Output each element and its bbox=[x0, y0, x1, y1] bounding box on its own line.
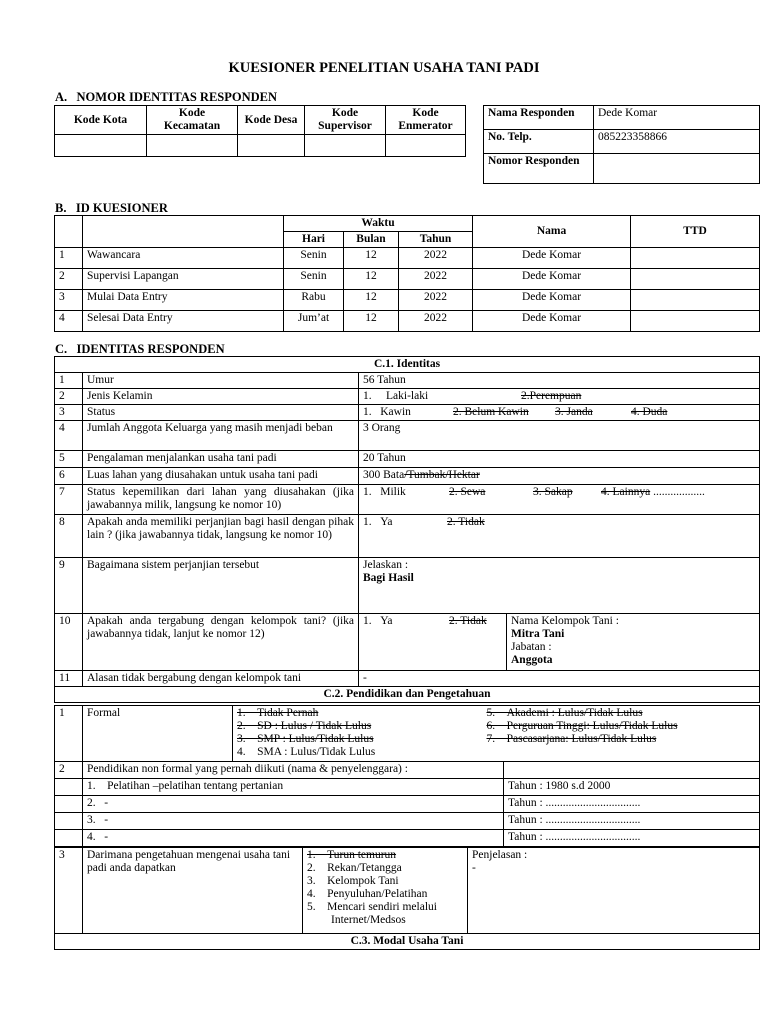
kode-desa-cell[interactable] bbox=[238, 135, 305, 157]
option-belum-kawin[interactable]: 2. Belum Kawin bbox=[453, 406, 529, 418]
umur-label: Umur bbox=[83, 373, 359, 389]
pendidikan-nonformal-table bbox=[54, 761, 760, 847]
option-pascasarjana[interactable]: 7. Pascasarjana: Lulus/Tidak Lulus bbox=[486, 733, 657, 745]
row-bulan[interactable]: 12 bbox=[344, 311, 399, 332]
q-no: 4 bbox=[55, 421, 83, 451]
table-row bbox=[55, 421, 760, 451]
pengalaman-value[interactable]: 20 Tahun bbox=[359, 451, 760, 468]
nonformal-item[interactable]: 2. - bbox=[83, 796, 504, 813]
nonformal-item[interactable]: 4. - bbox=[83, 830, 504, 847]
table-row bbox=[55, 248, 760, 269]
row-tahun[interactable]: 2022 bbox=[399, 269, 473, 290]
nonformal-tahun[interactable]: Tahun : ................................. bbox=[504, 830, 760, 847]
tahun-header: Tahun bbox=[399, 232, 473, 248]
nonformal-tahun[interactable]: Tahun : ................................. bbox=[504, 813, 760, 830]
row-nama[interactable]: Dede Komar bbox=[473, 311, 631, 332]
luas-lahan-label: Luas lahan yang diusahakan untuk usaha tani padi bbox=[83, 468, 359, 485]
row-no: 4 bbox=[55, 311, 83, 332]
kode-kecamatan-cell[interactable] bbox=[147, 135, 238, 157]
row-kegiatan: Wawancara bbox=[83, 248, 284, 269]
option-turun-temurun[interactable]: 1. Turun temurun bbox=[307, 849, 397, 861]
responden-info-table bbox=[483, 105, 760, 184]
section-b-heading: B. ID KUESIONER bbox=[55, 201, 168, 215]
option-lainnya[interactable]: 4. Lainnya bbox=[601, 486, 651, 498]
option-tidak[interactable]: 2. Tidak bbox=[447, 516, 485, 528]
pengalaman-label: Pengalaman menjalankan usaha tani padi bbox=[83, 451, 359, 468]
id-kuesioner-table bbox=[54, 215, 760, 332]
no-header bbox=[55, 216, 83, 248]
option-sd[interactable]: 2. SD : Lulus / Tidak Lulus bbox=[237, 720, 372, 732]
row-nama[interactable]: Dede Komar bbox=[473, 290, 631, 311]
row-ttd[interactable] bbox=[631, 311, 760, 332]
jenis-kelamin-label: Jenis Kelamin bbox=[83, 389, 359, 405]
q-no: 7 bbox=[55, 485, 83, 515]
status-label: Status bbox=[83, 405, 359, 421]
row-tahun[interactable]: 2022 bbox=[399, 311, 473, 332]
nama-header: Nama bbox=[473, 216, 631, 248]
hari-header: Hari bbox=[284, 232, 344, 248]
row-hari[interactable]: Rabu bbox=[284, 290, 344, 311]
option-mencari-sendiri[interactable]: 5. Mencari sendiri melalui bbox=[307, 901, 437, 913]
option-kawin[interactable]: 1. Kawin bbox=[363, 406, 411, 418]
option-mencari-sendiri-cont: Internet/Medsos bbox=[331, 914, 406, 926]
nomor-responden-value[interactable] bbox=[594, 154, 760, 184]
option-perempuan[interactable]: 2.Perempuan bbox=[521, 390, 582, 402]
jumlah-anggota-label: Jumlah Anggota Keluarga yang masih menjadi beban bbox=[83, 421, 359, 451]
jumlah-anggota-value[interactable]: 3 Orang bbox=[359, 421, 760, 451]
telp-label: No. Telp. bbox=[484, 130, 594, 154]
nama-responden-label: Nama Responden bbox=[484, 106, 594, 130]
kegiatan-header bbox=[83, 216, 284, 248]
kode-enumerator-header: Kode Enmerator bbox=[386, 106, 466, 135]
kode-supervisor-cell[interactable] bbox=[305, 135, 386, 157]
kode-kota-cell[interactable] bbox=[55, 135, 147, 157]
option-milik[interactable]: 1. Milik bbox=[363, 486, 406, 498]
row-nama[interactable]: Dede Komar bbox=[473, 269, 631, 290]
modal-usaha-table bbox=[54, 933, 760, 950]
table-row bbox=[55, 269, 760, 290]
q-no: 1 bbox=[55, 706, 83, 762]
page-title: KUESIONER PENELITIAN USAHA TANI PADI bbox=[228, 60, 540, 76]
row-bulan[interactable]: 12 bbox=[344, 269, 399, 290]
section-a-heading: A. NOMOR IDENTITAS RESPONDEN bbox=[55, 90, 278, 104]
row-no: 1 bbox=[55, 248, 83, 269]
row-kegiatan: Mulai Data Entry bbox=[83, 290, 284, 311]
option-rekan-tetangga[interactable]: 2. Rekan/Tetangga bbox=[307, 862, 402, 874]
q-no: 10 bbox=[55, 614, 83, 671]
q-no: 11 bbox=[55, 671, 83, 687]
umur-value[interactable]: 56 Tahun bbox=[359, 373, 760, 389]
row-tahun[interactable]: 2022 bbox=[399, 248, 473, 269]
row-hari[interactable]: Senin bbox=[284, 248, 344, 269]
ttd-header: TTD bbox=[631, 216, 760, 248]
option-sewa[interactable]: 2. Sewa bbox=[449, 486, 486, 498]
waktu-header: Waktu bbox=[284, 216, 473, 232]
penjelasan-value[interactable]: - bbox=[472, 862, 476, 874]
nonformal-item[interactable]: 1. Pelatihan –pelatihan tentang pertanian bbox=[83, 779, 504, 796]
option-penyuluhan[interactable]: 4. Penyuluhan/Pelatihan bbox=[307, 888, 428, 900]
telp-value[interactable]: 085223358866 bbox=[594, 130, 760, 154]
table-row bbox=[55, 671, 760, 687]
option-laki-laki[interactable]: 1. Laki-laki bbox=[363, 390, 429, 402]
option-tidak[interactable]: 2. Tidak bbox=[449, 615, 487, 627]
q-no: 6 bbox=[55, 468, 83, 485]
q-no: 9 bbox=[55, 558, 83, 614]
table-row bbox=[55, 311, 760, 332]
q-no: 8 bbox=[55, 515, 83, 558]
nonformal-label: Pendidikan non formal yang pernah diikuti (nama & penyelenggara) : bbox=[83, 762, 504, 779]
table-row bbox=[55, 485, 760, 515]
lainnya-dots: .................. bbox=[650, 486, 705, 498]
c1-heading: C.1. Identitas bbox=[55, 357, 760, 373]
c3-heading: C.3. Modal Usaha Tani bbox=[55, 934, 760, 950]
kode-desa-header: Kode Desa bbox=[238, 106, 305, 135]
luas-lahan-struck-units: /Tumbak/Hektar bbox=[404, 469, 480, 481]
table-row bbox=[55, 706, 760, 762]
row-ttd[interactable] bbox=[631, 248, 760, 269]
table-row bbox=[55, 813, 760, 830]
option-duda[interactable]: 4. Duda bbox=[631, 406, 668, 418]
table-row bbox=[55, 515, 760, 558]
table-row bbox=[55, 373, 760, 389]
nonformal-tahun[interactable]: Tahun : 1980 s.d 2000 bbox=[504, 779, 760, 796]
nonformal-tahun[interactable]: Tahun : ................................. bbox=[504, 796, 760, 813]
table-row bbox=[55, 468, 760, 485]
row-hari[interactable]: Senin bbox=[284, 269, 344, 290]
kode-table bbox=[54, 105, 466, 157]
row-bulan[interactable]: 12 bbox=[344, 290, 399, 311]
nama-kelompok-value[interactable]: Mitra Tani bbox=[511, 628, 565, 640]
bulan-header: Bulan bbox=[344, 232, 399, 248]
nonformal-row-blank bbox=[55, 830, 83, 847]
kode-kecamatan-header: Kode Kecamatan bbox=[147, 106, 238, 135]
identitas-table bbox=[54, 356, 760, 703]
nonformal-row-blank bbox=[55, 779, 83, 796]
nama-kelompok-label: Nama Kelompok Tani : bbox=[511, 615, 619, 627]
table-row bbox=[55, 558, 760, 614]
c2-heading: C.2. Pendidikan dan Pengetahuan bbox=[55, 687, 760, 703]
sumber-label: Darimana pengetahuan mengenai usaha tani padi anda dapatkan bbox=[83, 848, 303, 934]
nonformal-item[interactable]: 3. - bbox=[83, 813, 504, 830]
section-c-heading: C. IDENTITAS RESPONDEN bbox=[55, 342, 225, 356]
table-row bbox=[55, 451, 760, 468]
sumber-pengetahuan-table bbox=[54, 847, 760, 934]
status-lahan-label: Status kepemilikan dari lahan yang diusahakan (jika jawabannya milik, langsung ke nomor 10) bbox=[83, 485, 359, 515]
jabatan-value[interactable]: Anggota bbox=[511, 654, 553, 666]
nonformal-row-blank bbox=[55, 796, 83, 813]
jabatan-label: Jabatan : bbox=[511, 641, 552, 653]
row-tahun[interactable]: 2022 bbox=[399, 290, 473, 311]
nonformal-header-blank bbox=[504, 762, 760, 779]
kode-kota-header: Kode Kota bbox=[55, 106, 147, 135]
luas-lahan-value[interactable]: 300 Bata bbox=[363, 469, 405, 481]
q-no: 3 bbox=[55, 848, 83, 934]
q-no: 3 bbox=[55, 405, 83, 421]
table-row bbox=[55, 290, 760, 311]
table-row bbox=[55, 614, 760, 671]
table-row bbox=[55, 389, 760, 405]
option-perguruan-tinggi[interactable]: 6. Perguruan Tinggi: Lulus/Tidak Lulus bbox=[486, 720, 678, 732]
alasan-label: Alasan tidak bergabung dengan kelompok tani bbox=[83, 671, 359, 687]
option-akademi[interactable]: 5. Akademi : Lulus/Tidak Lulus bbox=[486, 707, 643, 719]
nama-responden-value[interactable]: Dede Komar bbox=[594, 106, 760, 130]
option-sma[interactable]: 4. SMA : Lulus/Tidak Lulus bbox=[237, 746, 376, 758]
option-smp[interactable]: 3. SMP : Lulus/Tidak Lulus bbox=[237, 733, 374, 745]
perjanjian-label: Apakah anda memiliki perjanjian bagi hasil dengan pihak lain ? (jika jawabannya tidak, langsung ke nomor 10) bbox=[83, 515, 359, 558]
table-row bbox=[55, 830, 760, 847]
option-kelompok-tani[interactable]: 3. Kelompok Tani bbox=[307, 875, 399, 887]
option-janda[interactable]: 3. Janda bbox=[555, 406, 593, 418]
nomor-responden-label: Nomor Responden bbox=[484, 154, 594, 184]
kode-supervisor-header: Kode Supervisor bbox=[305, 106, 386, 135]
row-bulan[interactable]: 12 bbox=[344, 248, 399, 269]
row-ttd[interactable] bbox=[631, 269, 760, 290]
row-no: 2 bbox=[55, 269, 83, 290]
kelompok-tani-label: Apakah anda tergabung dengan kelompok tani? (jika jawabannya tidak, lanjut ke nomor 12) bbox=[83, 614, 359, 671]
table-row bbox=[55, 796, 760, 813]
sistem-perjanjian-label: Bagaimana sistem perjanjian tersebut bbox=[83, 558, 359, 614]
option-tidak-pernah[interactable]: 1. Tidak Pernah bbox=[237, 707, 319, 719]
row-hari[interactable]: Jum’at bbox=[284, 311, 344, 332]
option-sakap[interactable]: 3. Sakap bbox=[533, 486, 573, 498]
nonformal-row-blank bbox=[55, 813, 83, 830]
row-kegiatan: Supervisi Lapangan bbox=[83, 269, 284, 290]
q-no: 5 bbox=[55, 451, 83, 468]
row-no: 3 bbox=[55, 290, 83, 311]
row-kegiatan: Selesai Data Entry bbox=[83, 311, 284, 332]
kode-enumerator-cell[interactable] bbox=[386, 135, 466, 157]
option-ya[interactable]: 1. Ya bbox=[363, 516, 393, 528]
jelaskan-label: Jelaskan : bbox=[363, 559, 409, 571]
q-no: 2 bbox=[55, 389, 83, 405]
pendidikan-formal-table bbox=[54, 705, 760, 762]
formal-label: Formal bbox=[83, 706, 233, 762]
q-no: 2 bbox=[55, 762, 83, 779]
q-no: 1 bbox=[55, 373, 83, 389]
table-row bbox=[55, 779, 760, 796]
table-row bbox=[55, 405, 760, 421]
table-row bbox=[55, 848, 760, 934]
penjelasan-label: Penjelasan : bbox=[472, 849, 528, 861]
option-ya[interactable]: 1. Ya bbox=[363, 615, 393, 627]
row-nama[interactable]: Dede Komar bbox=[473, 248, 631, 269]
row-ttd[interactable] bbox=[631, 290, 760, 311]
alasan-value[interactable]: - bbox=[359, 671, 760, 687]
sistem-perjanjian-value[interactable]: Bagi Hasil bbox=[363, 572, 414, 584]
